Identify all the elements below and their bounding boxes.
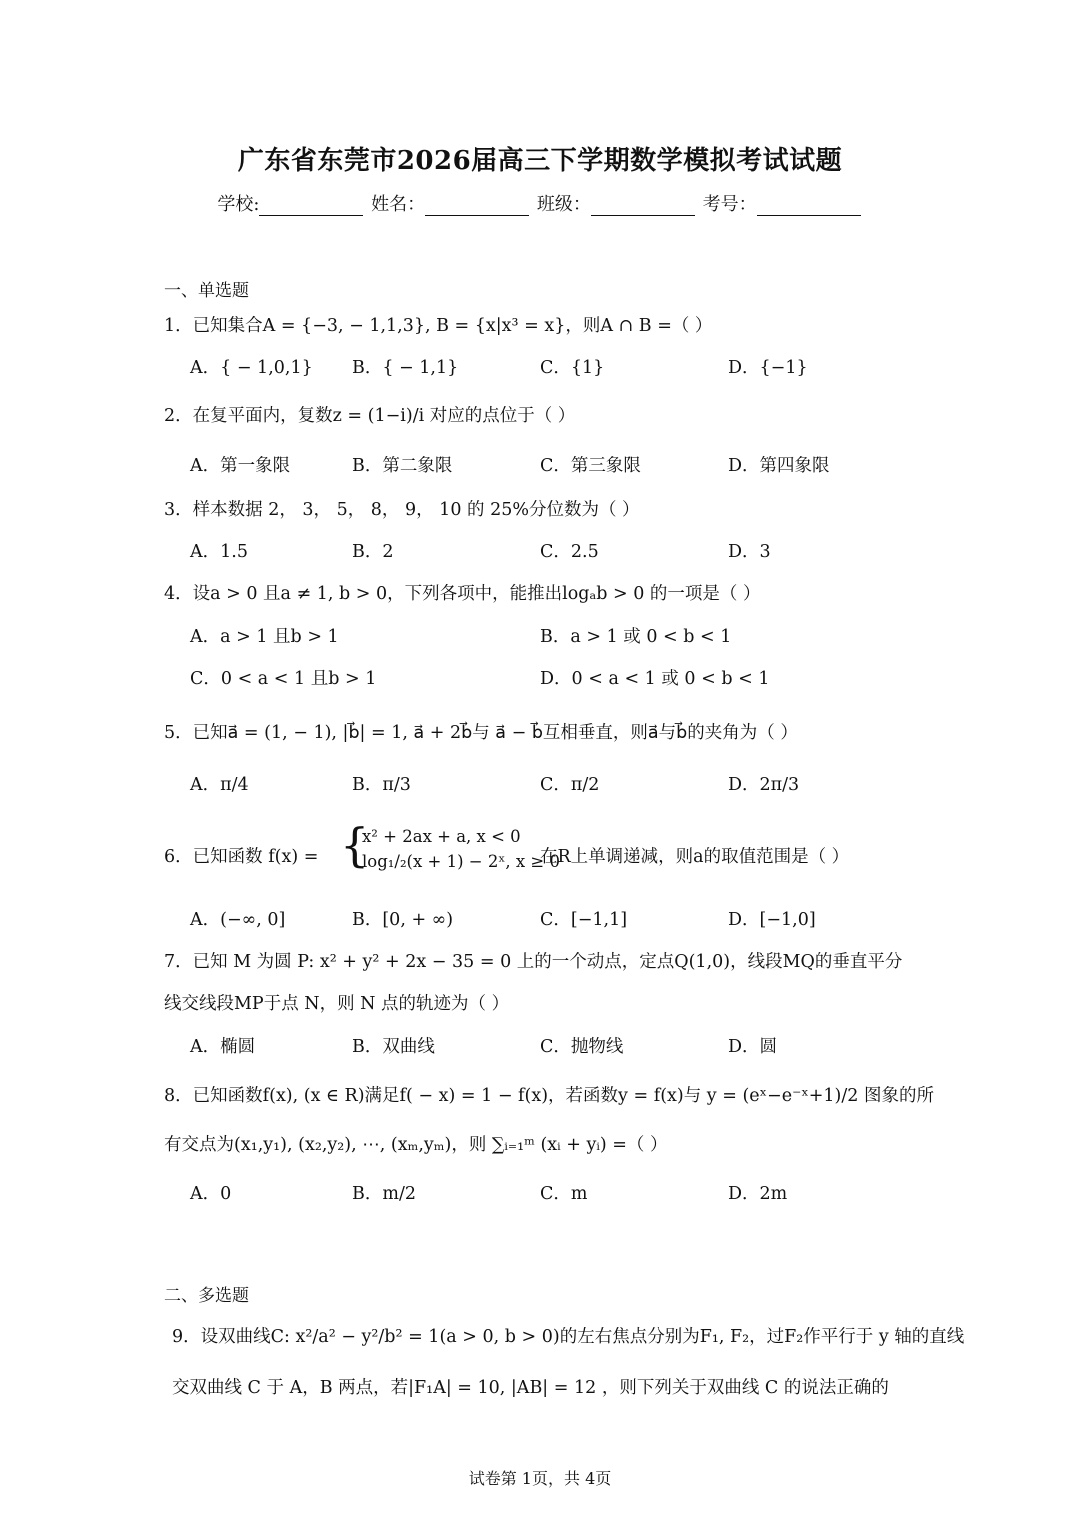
q6-option-c: C．[−1,1]	[540, 910, 628, 930]
question-4-stem: 4．设a > 0 且a ≠ 1, b > 0，下列各项中，能推出logₐb > 0 的一项是（ ）	[164, 584, 761, 604]
class-label: 班级：	[536, 194, 591, 215]
q2-option-d: D．第四象限	[728, 456, 830, 476]
q6-case-1: x² + 2ax + a, x < 0	[362, 827, 521, 846]
q8-option-b: B．m/2	[352, 1184, 416, 1204]
question-1-stem: 1．已知集合A = {−3, − 1,1,3}, B = {x|x³ = x}，则A ∩ B =（ ）	[164, 316, 713, 336]
q7-option-a: A．椭圆	[190, 1037, 256, 1057]
q2-option-c: C．第三象限	[540, 456, 641, 476]
name-blank[interactable]	[425, 197, 529, 216]
question-9-line-2: 交双曲线 C 于 A，B 两点，若|F₁A| = 10, |AB| = 12 ，则下列关于双曲线 C 的说法正确的	[172, 1378, 889, 1398]
number-label: 考号：	[702, 194, 757, 215]
q2-option-a: A．第一象限	[190, 456, 291, 476]
q4-option-c: C．0 < a < 1 且b > 1	[190, 669, 377, 689]
q7-option-c: C．抛物线	[540, 1037, 624, 1057]
q8-option-c: C．m	[540, 1184, 588, 1204]
q1-option-a: A．{ − 1,0,1}	[190, 358, 313, 378]
question-5-stem: 5．已知a⃗ = (1, − 1), |b⃗| = 1, a⃗ + 2b⃗与 a⃗ − b⃗互相垂直，则a⃗与b⃗的夹角为（ ）	[164, 723, 798, 743]
q3-option-b: B．2	[352, 542, 394, 562]
q1-option-b: B．{ − 1,1}	[352, 358, 459, 378]
q7-option-d: D．圆	[728, 1037, 778, 1057]
q3-option-c: C．2.5	[540, 542, 599, 562]
name-label: 姓名：	[371, 194, 426, 215]
question-6-stem-prefix: 6．已知函数 f(x) =	[164, 847, 319, 867]
question-7-line-2: 线交线段MP于点 N，则 N 点的轨迹为（ ）	[164, 994, 510, 1014]
class-blank[interactable]	[591, 197, 695, 216]
q1-option-d: D．{−1}	[728, 358, 808, 378]
question-8-line-1: 8．已知函数f(x), (x ∈ R)满足f( − x) = 1 − f(x)，若函数y = f(x)与 y = (eˣ−e⁻ˣ+1)/2 图象的所	[164, 1086, 934, 1106]
question-7-line-1: 7．已知 M 为圆 P: x² + y² + 2x − 35 = 0 上的一个动点，定点Q(1,0)，线段MQ的垂直平分	[164, 952, 903, 972]
q1-option-c: C．{1}	[540, 358, 605, 378]
q4-option-b: B．a > 1 或 0 < b < 1	[540, 627, 732, 647]
student-info-line	[0, 190, 1080, 216]
school-blank[interactable]	[259, 197, 363, 216]
q5-option-b: B．π/3	[352, 775, 411, 795]
question-6-stem-suffix: 在R上单调递减，则a的取值范围是（ ）	[540, 847, 850, 867]
q6-option-a: A．(−∞, 0]	[190, 910, 286, 930]
school-label: 学校:	[217, 194, 260, 215]
q5-option-c: C．π/2	[540, 775, 600, 795]
q8-option-d: D．2m	[728, 1184, 788, 1204]
q3-option-d: D．3	[728, 542, 771, 562]
q7-option-b: B．双曲线	[352, 1037, 435, 1057]
question-9-line-1: 9．设双曲线C: x²/a² − y²/b² = 1(a > 0, b > 0)的左右焦点分别为F₁, F₂，过F₂作平行于 y 轴的直线	[172, 1327, 965, 1347]
section-heading-single: 一、单选题	[164, 281, 249, 301]
q8-option-a: A．0	[190, 1184, 232, 1204]
q5-option-d: D．2π/3	[728, 775, 800, 795]
page-title: 广东省东莞市2026届高三下学期数学模拟考试试题	[237, 146, 843, 176]
number-blank[interactable]	[757, 197, 861, 216]
q4-option-d: D．0 < a < 1 或 0 < b < 1	[540, 669, 770, 689]
section-heading-multi: 二、多选题	[164, 1286, 249, 1306]
q6-option-b: B．[0, + ∞)	[352, 910, 454, 930]
q3-option-a: A．1.5	[190, 542, 248, 562]
question-2-stem: 2．在复平面内，复数z = (1−i)/i 对应的点位于（ ）	[164, 406, 576, 426]
q6-case-2: log₁/₂(x + 1) − 2ˣ, x ≥ 0	[362, 852, 560, 871]
q6-option-d: D．[−1,0]	[728, 910, 816, 930]
piecewise-brace: {	[340, 818, 370, 872]
q2-option-b: B．第二象限	[352, 456, 453, 476]
question-8-line-2: 有交点为(x₁,y₁), (x₂,y₂), ⋯, (xₘ,yₘ)，则 ∑ᵢ₌₁ᵐ (xᵢ + yᵢ) =（ ）	[164, 1135, 668, 1155]
q5-option-a: A．π/4	[190, 775, 249, 795]
question-3-stem: 3．样本数据 2， 3， 5， 8， 9， 10 的 25%分位数为（ ）	[164, 500, 640, 520]
q4-option-a: A．a > 1 且b > 1	[190, 627, 339, 647]
page-footer: 试卷第 1页，共 4页	[468, 1469, 612, 1488]
